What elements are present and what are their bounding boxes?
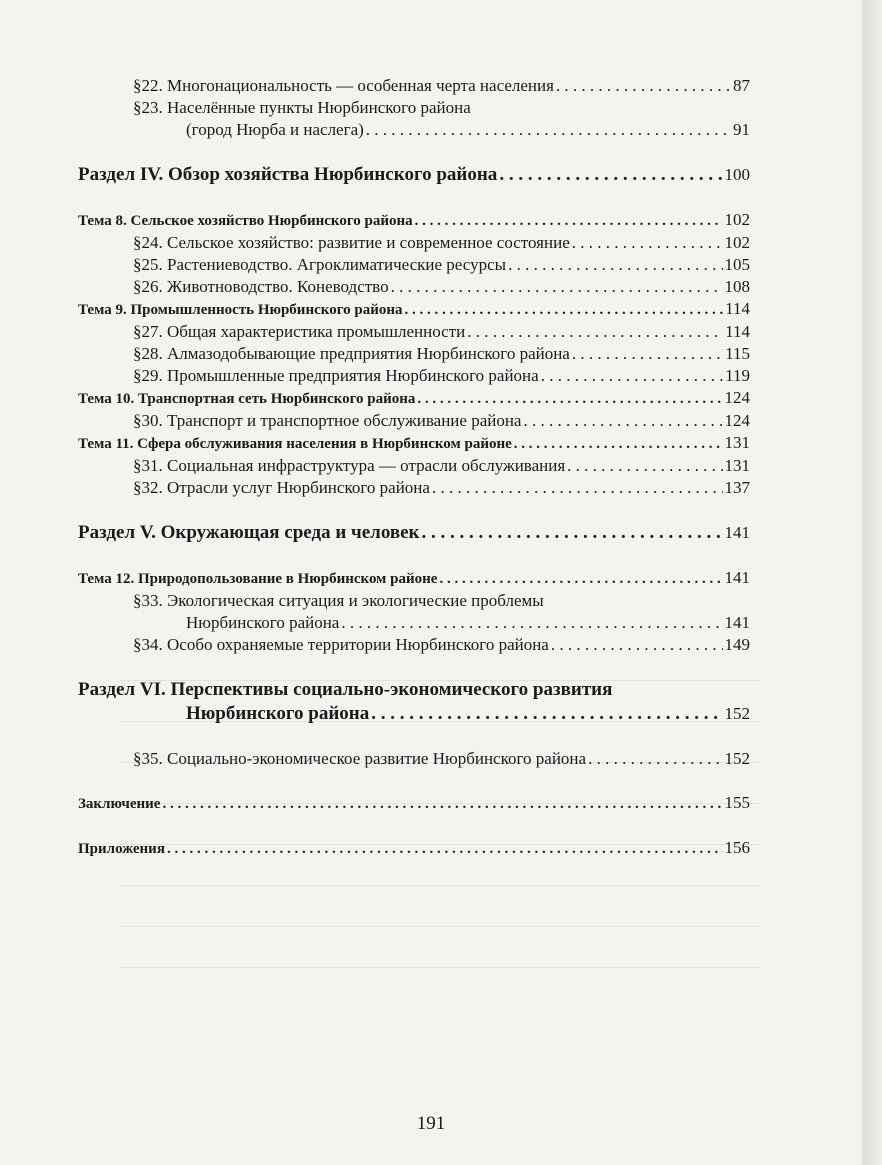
toc-entry-appendices[interactable]: Приложения . . . 156 (78, 837, 750, 860)
toc-entry-s31[interactable]: §31. Социальная инфраструктура — отрасли обслуживания . . . 131 (78, 455, 750, 477)
toc-entry-s32[interactable]: §32. Отрасли услуг Нюрбинского района . . . 137 (78, 477, 750, 499)
page-ref: 141 (724, 523, 750, 542)
page-ref: 100 (724, 165, 750, 184)
toc-entry-tema8[interactable]: Тема 8. Сельское хозяйство Нюрбинского района . . . 102 (78, 209, 750, 232)
page-number: 191 (416, 1113, 446, 1134)
page-ref: 141 (724, 568, 750, 587)
page-ref: 87 (733, 76, 750, 95)
toc-entry-s22[interactable]: §22. Многонациональность — особенная черта населения . . . 87 (78, 75, 750, 97)
page-ref: 131 (724, 456, 750, 475)
toc-entry-tema11[interactable]: Тема 11. Сфера обслуживания населения в Нюрбинском районе . . . 131 (78, 432, 750, 455)
toc-entry-s23[interactable]: (город Нюрба и наслега) . . . 91 (78, 119, 750, 141)
page-ref: 102 (724, 210, 750, 229)
page-ref: 137 (724, 478, 750, 497)
toc-entry-s27[interactable]: §27. Общая характеристика промышленности . . . 114 (78, 321, 750, 343)
toc-entry-tema9[interactable]: Тема 9. Промышленность Нюрбинского района . . . 114 (78, 298, 750, 321)
page-ref: 124 (724, 411, 750, 430)
page-ref: 155 (724, 793, 750, 812)
toc-entry-razdel6[interactable]: Нюрбинского района . . . 152 (78, 702, 750, 726)
toc-entry-s29[interactable]: §29. Промышленные предприятия Нюрбинского района . . . 119 (78, 365, 750, 387)
table-of-contents (78, 75, 750, 860)
toc-entry-s23-line1[interactable]: §23. Населённые пункты Нюрбинского района (133, 98, 471, 117)
toc-entry-s33-line1[interactable]: §33. Экологическая ситуация и экологические проблемы (133, 591, 544, 610)
toc-entry-tema10[interactable]: Тема 10. Транспортная сеть Нюрбинского района . . . 124 (78, 387, 750, 410)
page-ref: 114 (725, 299, 750, 318)
page-ref: 102 (724, 233, 750, 252)
page-ref: 156 (724, 838, 750, 857)
toc-entry-s24[interactable]: §24. Сельское хозяйство: развитие и современное состояние . . . 102 (78, 232, 750, 254)
toc-entry-s25[interactable]: §25. Растениеводство. Агроклиматические ресурсы . . . 105 (78, 254, 750, 276)
toc-entry-razdel4[interactable]: Раздел IV. Обзор хозяйства Нюрбинского района . . . 100 (78, 163, 750, 187)
page-ref: 114 (725, 322, 750, 341)
page-ref: 124 (724, 388, 750, 407)
toc-entry-razdel5[interactable]: Раздел V. Окружающая среда и человек . . . 141 (78, 521, 750, 545)
page-ref: 152 (724, 749, 750, 768)
toc-entry-s34[interactable]: §34. Особо охраняемые территории Нюрбинского района . . . 149 (78, 634, 750, 656)
page-ref: 131 (724, 433, 750, 452)
toc-entry-tema12[interactable]: Тема 12. Природопользование в Нюрбинском районе . . . 141 (78, 567, 750, 590)
page-ref: 152 (724, 704, 750, 723)
toc-entry-s33[interactable]: Нюрбинского района . . . 141 (78, 612, 750, 634)
page-ref: 108 (724, 277, 750, 296)
toc-entry-s35[interactable]: §35. Социально-экономическое развитие Нюрбинского района . . . 152 (78, 748, 750, 770)
page-ref: 141 (724, 613, 750, 632)
page-ref: 119 (725, 366, 750, 385)
toc-entry-conclusion[interactable]: Заключение . . . 155 (78, 792, 750, 815)
page-ref: 105 (724, 255, 750, 274)
toc-entry-razdel6-line1[interactable]: Раздел VI. Перспективы социально-экономического развития (78, 679, 613, 700)
page-edge (862, 0, 882, 1165)
page-ref: 149 (724, 635, 750, 654)
toc-entry-s28[interactable]: §28. Алмазодобывающие предприятия Нюрбинского района . . . 115 (78, 343, 750, 365)
toc-entry-s26[interactable]: §26. Животноводство. Коневодство . . . 108 (78, 276, 750, 298)
page-ref: 115 (725, 344, 750, 363)
page-ref: 91 (733, 120, 750, 139)
toc-entry-s30[interactable]: §30. Транспорт и транспортное обслуживание района . . . 124 (78, 410, 750, 432)
